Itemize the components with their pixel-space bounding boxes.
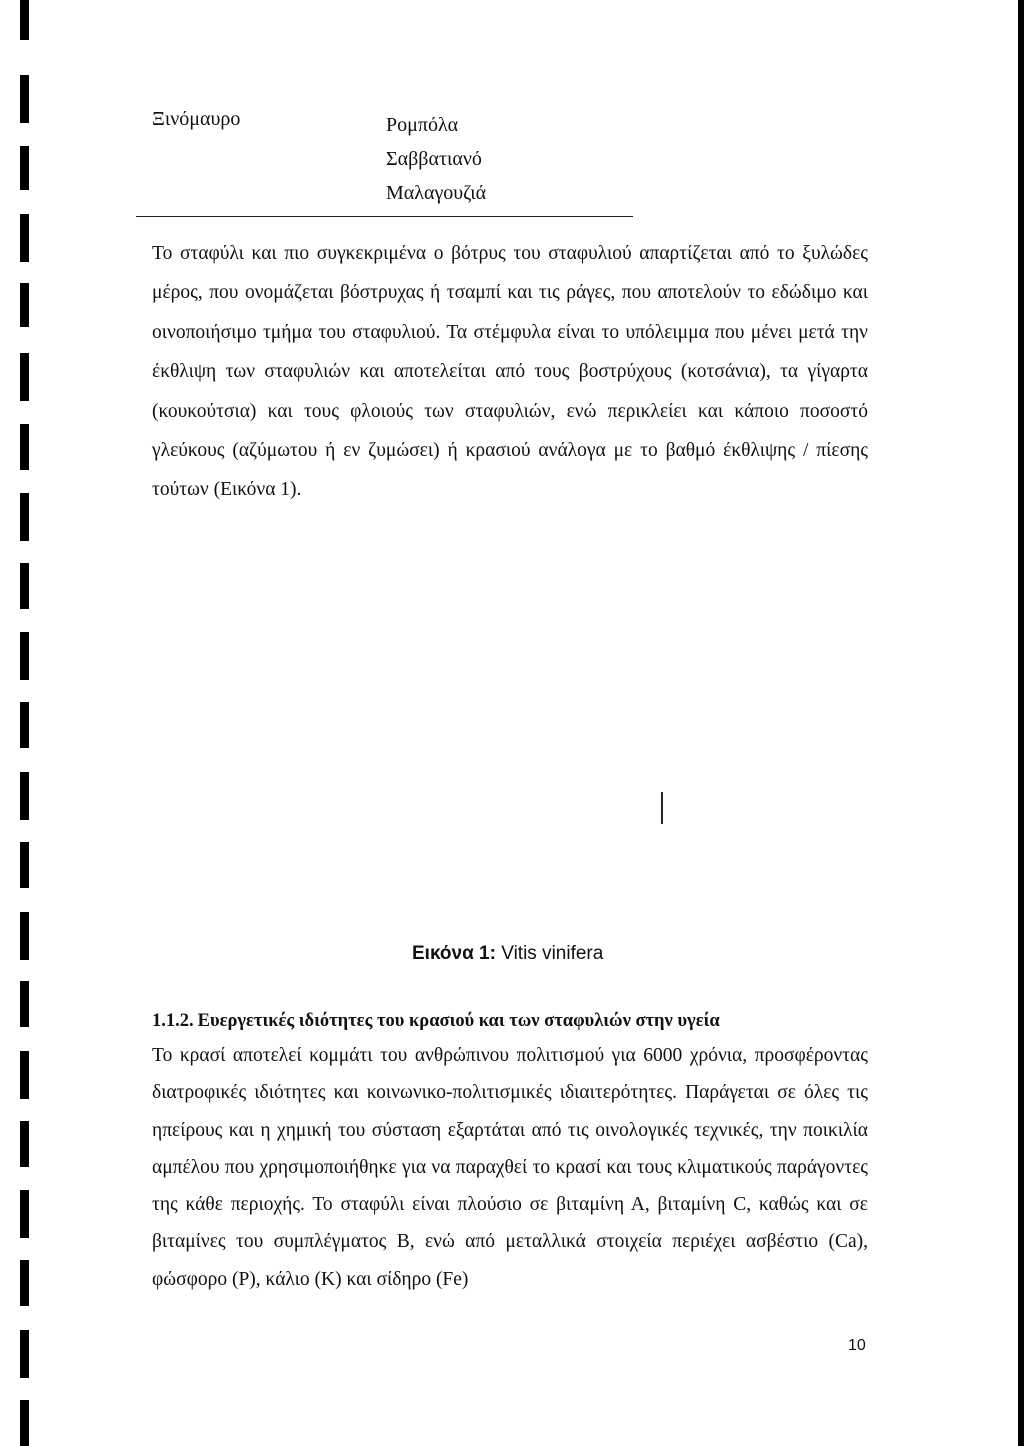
variety-left: Ξινόμαυρο — [152, 108, 241, 130]
page-number: 10 — [848, 1337, 866, 1354]
section-title: Ευεργετικές ιδιότητες του κρασιού και των σταφυλιών στην υγεία — [197, 1011, 720, 1031]
separator-line — [136, 216, 633, 217]
variety-item: Σαββατιανό — [386, 148, 482, 170]
figure-caption — [412, 943, 603, 965]
variety-item: Μαλαγουζιά — [386, 182, 487, 204]
caption-text: Vitis vinifera — [501, 943, 604, 964]
body-paragraph-1: Το σταφύλι και πιο συγκεκριμένα ο βότρυς του σταφυλιού απαρτίζεται από το ξυλώδες μέρος, που ονομάζεται βόστρυχας ή τσαμπί και τις ράγες, που αποτελούν το εδώδιμο και οινοποιήσιμο τμήμα του σταφυλιού. Τα στέμφυλα είναι το υπόλειμμα που μένει μετά την έκθλιψη των σταφυλιών και αποτελείται από τους βοστρύχους (κοτσάνια), τα γίγαρτα (κουκούτσια) και τους φλοιούς των σταφυλιών, ενώ περικλείει και κάποιο ποσοστό γλεύκους (αζύμωτου ή εν ζυμώσει) ή κρασιού ανάλογα με το βαθμό έκθλιψης / πίεσης τούτων (Εικόνα 1). — [152, 243, 868, 501]
body-paragraph-2: Το κρασί αποτελεί κομμάτι του ανθρώπινου πολιτισμού για 6000 χρόνια, προσφέροντας διατροφικές ιδιότητες και κοινωνικο-πολιτισμικές ιδιαιτερότητες. Παράγεται σε όλες τις ηπείρους και η χημική του σύσταση εξαρτάται από τις οινολογικές τεχνικές, την ποικιλία αμπέλου που χρησιμοποιήθηκε για να παραχθεί το κρασί και τους κλιματικούς παράγοντες της κάθε περιοχής. Το σταφύλι είναι πλούσιο σε βιταμίνη Α, βιταμίνη C, καθώς και σε βιταμίνες του συμπλέγματος Β, ενώ από μεταλλικά στοιχεία περιέχει ασβέστιο (Ca), φώσφορο (P), κάλιο (K) και σίδηρο (Fe) — [152, 1045, 868, 1290]
section-heading — [152, 1011, 724, 1032]
caption-label: Εικόνα 1: — [412, 943, 496, 964]
variety-item: Ρομπόλα — [386, 114, 459, 136]
scan-edge-left — [0, 0, 40, 1446]
figure-mark — [661, 792, 663, 824]
variety-right-column — [386, 108, 486, 210]
section-number: 1.1.2. — [152, 1011, 194, 1031]
scan-edge-right — [1018, 0, 1024, 1446]
